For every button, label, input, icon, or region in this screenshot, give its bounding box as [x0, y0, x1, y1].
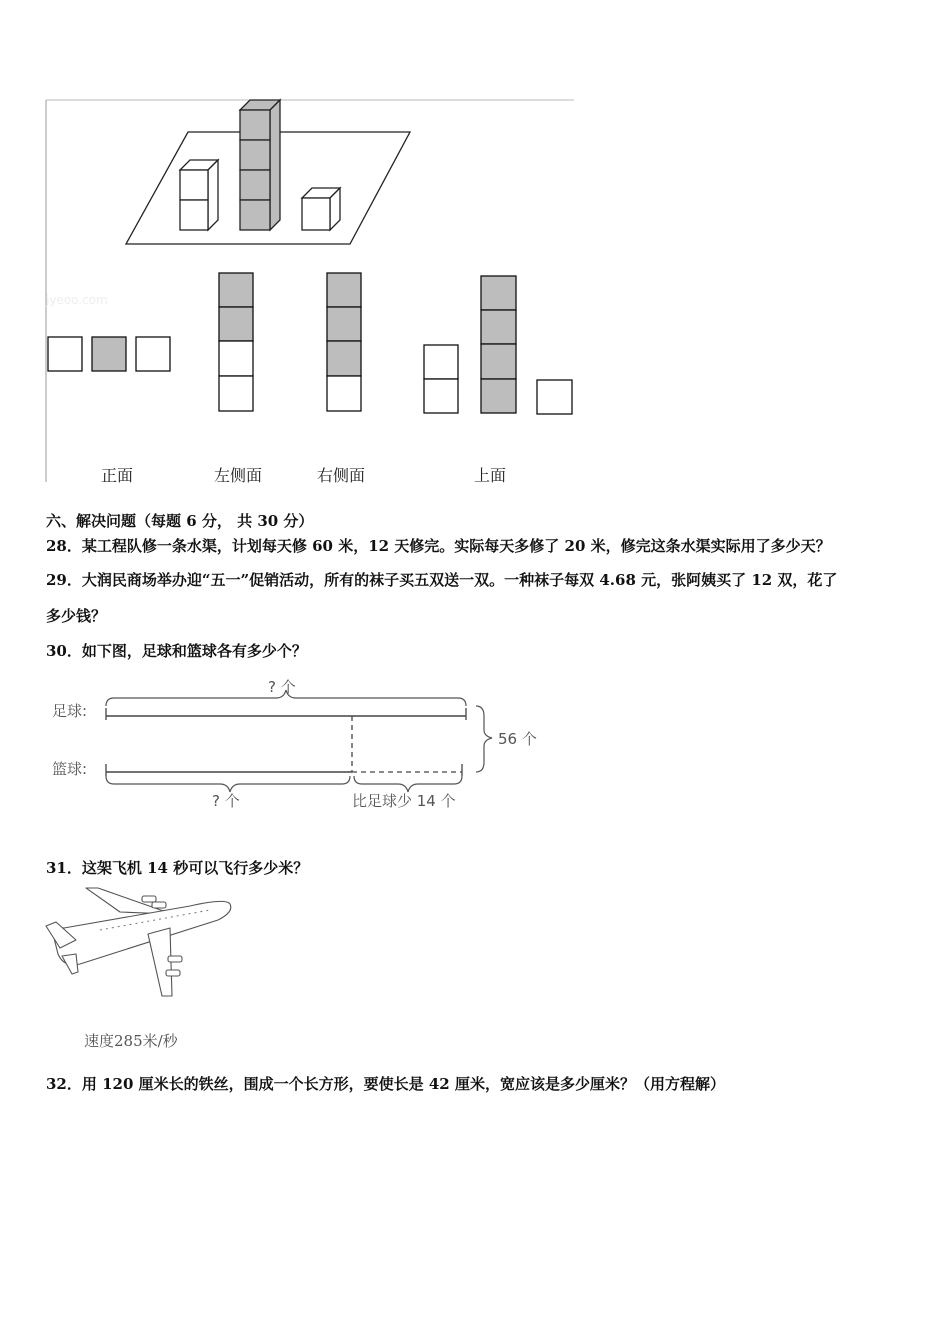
- bottom-left-brace: [106, 776, 350, 792]
- question-31: 31．这架飞机 14 秒可以飞行多少米？: [46, 859, 309, 877]
- bottom-right-brace: [354, 776, 462, 792]
- total-label: 56 个: [498, 730, 537, 748]
- front-view: [48, 337, 170, 371]
- cube-stack-left: [180, 160, 218, 230]
- q30-bar-diagram: [40, 672, 560, 822]
- label-left-side: 左侧面: [214, 466, 263, 485]
- cube-views-figure: [0, 0, 600, 500]
- speed-caption: 速度285米/秒: [84, 1032, 178, 1050]
- football-label: 足球:: [52, 702, 88, 720]
- top-view: [424, 276, 572, 414]
- section-title: 六、解决问题（每题 6 分， 共 30 分）: [46, 512, 314, 530]
- question-28: 28．某工程队修一条水渠，计划每天修 60 米，12 天修完。实际每天多修了 20 米，修完这条水渠实际用了多少天？: [46, 537, 831, 555]
- watermark: jyeoo.com: [46, 293, 108, 307]
- cube-stack-tall: [240, 100, 280, 230]
- top-unknown-label: ? 个: [268, 678, 296, 696]
- label-right-side: 右侧面: [317, 466, 366, 485]
- label-top: 上面: [474, 466, 507, 485]
- question-32: 32．用 120 厘米长的铁丝，围成一个长方形，要使长是 42 厘米，宽应该是多少厘米？（用方程解）: [46, 1075, 725, 1093]
- question-29-line1: 29．大润民商场举办迎“五一”促销活动，所有的袜子买五双送一双。一种袜子每双 4.68 元，张阿姨买了 12 双，花了: [46, 571, 838, 589]
- left-side-view: [219, 273, 253, 411]
- total-brace: [476, 706, 492, 772]
- question-29-line2: 多少钱？: [46, 607, 107, 625]
- basketball-label: 篮球:: [52, 760, 88, 778]
- bottom-unknown-label: ? 个: [212, 792, 240, 810]
- airplane-icon: [40, 882, 250, 1012]
- difference-label: 比足球少 14 个: [352, 792, 456, 810]
- question-30: 30．如下图，足球和篮球各有多少个？: [46, 642, 307, 660]
- label-front: 正面: [101, 466, 134, 485]
- right-side-view: [327, 273, 361, 411]
- cube-single: [302, 188, 340, 230]
